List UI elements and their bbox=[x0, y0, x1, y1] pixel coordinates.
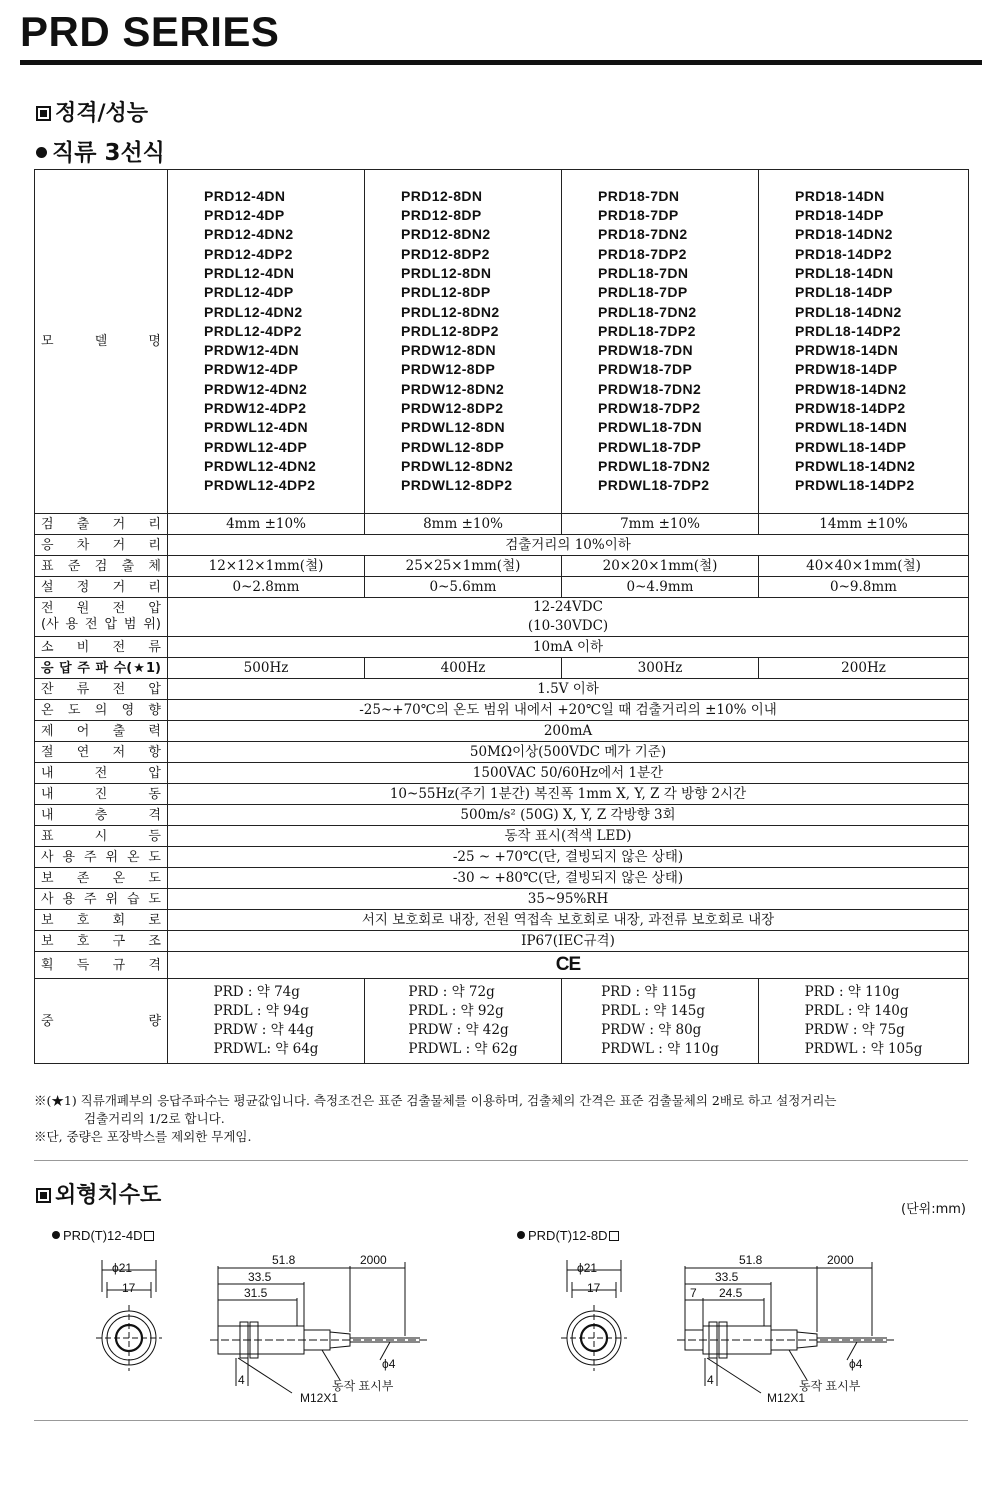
list-item: PRDL18-14DN2 bbox=[795, 303, 902, 320]
table-cell: 검출거리의 10%이하 bbox=[168, 535, 969, 556]
dim-label: ϕ21 bbox=[112, 1261, 133, 1275]
square-bullet-icon bbox=[36, 106, 51, 121]
model-cell bbox=[759, 170, 969, 514]
dim-label: 17 bbox=[122, 1281, 136, 1295]
row-label: 검 출 거 리 bbox=[35, 514, 168, 535]
table-cell: 1.5V 이하 bbox=[168, 679, 969, 700]
list-item: PRDWL12-4DN2 bbox=[204, 457, 317, 474]
list-item: PRDWL: 약 64g bbox=[213, 1041, 319, 1057]
list-item: PRDWL12-8DP2 bbox=[401, 477, 513, 494]
row-label: 온 도 의 영 향 bbox=[35, 700, 168, 721]
table-row bbox=[35, 784, 969, 805]
list-item: PRDWL18-14DN bbox=[795, 419, 908, 436]
footnote: 검출거리의 1/2로 합니다. bbox=[84, 1111, 225, 1126]
list-item: PRDWL18-14DP2 bbox=[795, 477, 915, 494]
list-item: PRDW12-4DP2 bbox=[204, 400, 307, 417]
row-label: 중 량 bbox=[35, 979, 168, 1064]
spec-table bbox=[34, 169, 969, 1064]
table-row bbox=[35, 826, 969, 847]
row-label: 내 진 동 bbox=[35, 784, 168, 805]
table-row bbox=[35, 952, 969, 979]
table-cell: 10~55Hz(주기 1분간) 복진폭 1mm X, Y, Z 각 방향 2시간 bbox=[168, 784, 969, 805]
list-item: PRDL18-14DN bbox=[795, 264, 894, 281]
dim-label: 17 bbox=[587, 1281, 601, 1295]
table-row bbox=[35, 637, 969, 658]
dim-label: 4 bbox=[707, 1373, 714, 1387]
dim-label: 51.8 bbox=[272, 1253, 296, 1267]
table-row bbox=[35, 979, 969, 1064]
table-cell: 200mA bbox=[168, 721, 969, 742]
list-item: PRDL18-14DP2 bbox=[795, 322, 901, 339]
row-label: 모 델 명 bbox=[35, 170, 168, 514]
table-cell: 35~95%RH bbox=[168, 889, 969, 910]
table-row bbox=[35, 868, 969, 889]
row-label: 내 충 격 bbox=[35, 805, 168, 826]
divider bbox=[34, 1420, 968, 1421]
table-cell: 1500VAC 50/60Hz에서 1분간 bbox=[168, 763, 969, 784]
table-cell: 500Hz bbox=[168, 658, 365, 679]
list-item: PRDWL12-4DP bbox=[204, 438, 308, 455]
list-item: PRDW18-7DP bbox=[598, 361, 693, 378]
table-row bbox=[35, 763, 969, 784]
row-label: 보 호 구 조 bbox=[35, 931, 168, 952]
list-item: PRDL12-8DP2 bbox=[401, 322, 499, 339]
table-row bbox=[35, 931, 969, 952]
dim-label: 동작 표시부 bbox=[332, 1379, 394, 1393]
dim-label: ϕ4 bbox=[849, 1357, 863, 1371]
list-item: PRDW : 약 80g bbox=[601, 1022, 702, 1038]
list-item: PRDWL : 약 62g bbox=[408, 1041, 518, 1057]
list-item: PRD : 약 74g bbox=[213, 984, 300, 1000]
dim-label: 33.5 bbox=[715, 1270, 739, 1284]
dim-label: 2000 bbox=[827, 1253, 854, 1267]
weight-cell bbox=[168, 979, 365, 1064]
row-label: 응 차 거 리 bbox=[35, 535, 168, 556]
table-cell: 10mA 이하 bbox=[168, 637, 969, 658]
table-cell: 0~4.9mm bbox=[562, 577, 759, 598]
list-item: PRDL18-7DN bbox=[598, 264, 689, 281]
table-cell: 25×25×1mm(철) bbox=[365, 556, 562, 577]
table-cell: 20×20×1mm(철) bbox=[562, 556, 759, 577]
row-label: 소 비 전 류 bbox=[35, 637, 168, 658]
model-cell bbox=[562, 170, 759, 514]
table-cell: 40×40×1mm(철) bbox=[759, 556, 969, 577]
list-item: PRDL18-14DP bbox=[795, 284, 893, 301]
list-item: PRD18-14DN2 bbox=[795, 226, 893, 243]
list-item: PRDW12-4DN2 bbox=[204, 380, 308, 397]
list-item: PRDW12-8DN2 bbox=[401, 380, 505, 397]
row-label: 제 어 출 력 bbox=[35, 721, 168, 742]
list-item: PRDWL12-4DN bbox=[204, 419, 308, 436]
model-cell bbox=[365, 170, 562, 514]
dim-label: ϕ21 bbox=[577, 1261, 598, 1275]
table-cell bbox=[168, 952, 969, 979]
list-item: PRDW18-7DN2 bbox=[598, 380, 702, 397]
dim-label: M12X1 bbox=[767, 1391, 806, 1405]
table-row bbox=[35, 170, 969, 514]
list-item: PRDW12-8DP bbox=[401, 361, 496, 378]
dim-label: M12X1 bbox=[300, 1391, 339, 1405]
list-item: PRDWL18-7DN bbox=[598, 419, 702, 436]
table-cell: 서지 보호회로 내장, 전원 역접속 보호회로 내장, 과전류 보호회로 내장 bbox=[168, 910, 969, 931]
list-item: PRDWL12-4DP2 bbox=[204, 477, 316, 494]
page-title: PRD SERIES bbox=[20, 8, 280, 55]
square-bullet-icon bbox=[36, 1188, 51, 1203]
row-label: 표 준 검 출 체 bbox=[35, 556, 168, 577]
section-heading-dc: 직류 3선식 bbox=[36, 134, 165, 167]
row-label: 응 답 주 파 수(★1) bbox=[35, 658, 168, 679]
list-item: PRD12-8DN bbox=[401, 187, 483, 204]
list-item: PRDL : 약 94g bbox=[213, 1003, 309, 1019]
list-item: PRDL : 약 140g bbox=[804, 1003, 909, 1019]
section-heading-dims: 외형치수도 bbox=[36, 1178, 161, 1209]
list-item: PRDL : 약 92g bbox=[408, 1003, 504, 1019]
table-cell: IP67(IEC규격) bbox=[168, 931, 969, 952]
list-item: PRDL12-4DP bbox=[204, 284, 294, 301]
figure-title-left: PRD(T)12-4D bbox=[52, 1228, 154, 1243]
row-label: 절 연 저 항 bbox=[35, 742, 168, 763]
table-cell: 0~2.8mm bbox=[168, 577, 365, 598]
table-row bbox=[35, 514, 969, 535]
table-cell: -25~+70℃의 온도 범위 내에서 +20℃일 때 검출거리의 ±10% 이내 bbox=[168, 700, 969, 721]
list-item: PRDWL12-8DP bbox=[401, 438, 505, 455]
table-row bbox=[35, 658, 969, 679]
row-label: 잔 류 전 압 bbox=[35, 679, 168, 700]
square-placeholder-icon bbox=[609, 1231, 619, 1241]
list-item: PRDWL18-14DP bbox=[795, 438, 907, 455]
list-item: PRDW18-7DN bbox=[598, 342, 694, 359]
row-label: 보 존 온 도 bbox=[35, 868, 168, 889]
section-heading-spec: 정격/성능 bbox=[36, 96, 148, 127]
dim-label: 24.5 bbox=[719, 1286, 743, 1300]
list-item: PRDWL18-7DN2 bbox=[598, 457, 711, 474]
list-item: PRD : 약 115g bbox=[601, 984, 697, 1000]
row-label: 설 정 거 리 bbox=[35, 577, 168, 598]
list-item: PRDW : 약 75g bbox=[804, 1022, 905, 1038]
row-label: 내 전 압 bbox=[35, 763, 168, 784]
table-cell: 4mm ±10% bbox=[168, 514, 365, 535]
list-item: PRDW12-8DN bbox=[401, 342, 497, 359]
table-row bbox=[35, 889, 969, 910]
weight-cell bbox=[562, 979, 759, 1064]
row-label: 획 득 규 격 bbox=[35, 952, 168, 979]
ce-mark-icon: CE bbox=[555, 953, 581, 975]
row-label: 보 호 회 로 bbox=[35, 910, 168, 931]
row-label: 표 시 등 bbox=[35, 826, 168, 847]
dot-bullet-icon bbox=[52, 1231, 60, 1239]
table-row bbox=[35, 847, 969, 868]
list-item: PRD18-14DN bbox=[795, 187, 885, 204]
table-row bbox=[35, 577, 969, 598]
list-item: PRDW12-4DN bbox=[204, 342, 300, 359]
list-item: PRDL12-8DN2 bbox=[401, 303, 500, 320]
weight-cell bbox=[759, 979, 969, 1064]
list-item: PRDW18-7DP2 bbox=[598, 400, 701, 417]
list-item: PRD12-8DN2 bbox=[401, 226, 491, 243]
list-item: PRD18-7DN bbox=[598, 187, 680, 204]
list-item: PRDWL18-7DP bbox=[598, 438, 702, 455]
title-rule bbox=[20, 60, 982, 65]
list-item: PRD12-4DN2 bbox=[204, 226, 294, 243]
list-item: PRDWL : 약 105g bbox=[804, 1041, 923, 1057]
table-row bbox=[35, 598, 969, 637]
list-item: PRDL12-4DN2 bbox=[204, 303, 303, 320]
figure-title-right: PRD(T)12-8D bbox=[517, 1228, 619, 1243]
table-row bbox=[35, 742, 969, 763]
table-row bbox=[35, 805, 969, 826]
list-item: PRDW18-14DN2 bbox=[795, 380, 907, 397]
list-item: PRDW12-8DP2 bbox=[401, 400, 504, 417]
list-item: PRD : 약 72g bbox=[408, 984, 495, 1000]
list-item: PRDWL12-8DN2 bbox=[401, 457, 514, 474]
list-item: PRD18-7DN2 bbox=[598, 226, 688, 243]
list-item: PRDL18-7DN2 bbox=[598, 303, 697, 320]
dim-label: 7 bbox=[690, 1286, 697, 1300]
list-item: PRDWL12-8DN bbox=[401, 419, 505, 436]
table-cell: -30 ~ +80℃(단, 결빙되지 않은 상태) bbox=[168, 868, 969, 889]
dimension-drawing-right bbox=[527, 1248, 927, 1413]
list-item: PRDW18-14DN bbox=[795, 342, 899, 359]
dot-bullet-icon bbox=[36, 147, 47, 158]
table-cell: 200Hz bbox=[759, 658, 969, 679]
list-item: PRDWL18-7DP2 bbox=[598, 477, 710, 494]
list-item: PRD18-7DP bbox=[598, 207, 679, 224]
list-item: PRDL12-4DP2 bbox=[204, 322, 302, 339]
list-item: PRDW : 약 44g bbox=[213, 1022, 314, 1038]
dim-label: 4 bbox=[238, 1373, 245, 1387]
footnotes bbox=[34, 1092, 974, 1146]
unit-label: (단위:mm) bbox=[901, 1202, 966, 1217]
dim-label: 동작 표시부 bbox=[799, 1379, 861, 1393]
table-cell: 8mm ±10% bbox=[365, 514, 562, 535]
table-cell: 400Hz bbox=[365, 658, 562, 679]
list-item: PRDL12-4DN bbox=[204, 264, 295, 281]
dim-label: 51.8 bbox=[739, 1253, 763, 1267]
table-row bbox=[35, 535, 969, 556]
table-cell: 12×12×1mm(철) bbox=[168, 556, 365, 577]
table-cell: -25 ~ +70℃(단, 결빙되지 않은 상태) bbox=[168, 847, 969, 868]
divider bbox=[34, 1160, 968, 1161]
dim-label: 31.5 bbox=[244, 1286, 268, 1300]
dim-label: ϕ4 bbox=[382, 1357, 396, 1371]
list-item: PRDWL : 약 110g bbox=[601, 1041, 719, 1057]
table-row bbox=[35, 700, 969, 721]
list-item: PRDW18-14DP2 bbox=[795, 400, 906, 417]
list-item: PRD12-4DN bbox=[204, 187, 286, 204]
table-cell: 동작 표시(적색 LED) bbox=[168, 826, 969, 847]
list-item: PRD12-4DP2 bbox=[204, 245, 293, 262]
table-cell: 7mm ±10% bbox=[562, 514, 759, 535]
row-label: 사 용 주 위 습 도 bbox=[35, 889, 168, 910]
footnote: ※(★1) 직류개폐부의 응답주파수는 평균값입니다. 측정조건은 표준 검출물체를 이용하며, 검출체의 간격은 표준 검출물체의 2배로 하고 설정거리는 bbox=[34, 1093, 837, 1108]
list-item: PRD18-7DP2 bbox=[598, 245, 687, 262]
dimension-drawing-left bbox=[60, 1248, 460, 1413]
table-cell: 14mm ±10% bbox=[759, 514, 969, 535]
table-cell: 12-24VDC (10-30VDC) bbox=[168, 598, 969, 637]
table-row bbox=[35, 556, 969, 577]
list-item: PRDW12-4DP bbox=[204, 361, 299, 378]
row-label: 사 용 주 위 온 도 bbox=[35, 847, 168, 868]
list-item: PRDL18-7DP2 bbox=[598, 322, 696, 339]
table-row bbox=[35, 679, 969, 700]
dim-label: 2000 bbox=[360, 1253, 387, 1267]
table-row bbox=[35, 721, 969, 742]
table-cell: 500m/s² (50G) X, Y, Z 각방향 3회 bbox=[168, 805, 969, 826]
table-cell: 0~5.6mm bbox=[365, 577, 562, 598]
list-item: PRDL : 약 145g bbox=[601, 1003, 706, 1019]
list-item: PRDW : 약 42g bbox=[408, 1022, 509, 1038]
row-label: 전 원 전 압 (사 용 전 압 범 위) bbox=[35, 598, 168, 637]
square-placeholder-icon bbox=[144, 1231, 154, 1241]
dim-label: 33.5 bbox=[248, 1270, 272, 1284]
list-item: PRDWL18-14DN2 bbox=[795, 457, 916, 474]
footnote: ※단, 중량은 포장박스를 제외한 무게임. bbox=[34, 1129, 252, 1144]
list-item: PRDL12-8DP bbox=[401, 284, 491, 301]
list-item: PRD12-4DP bbox=[204, 207, 285, 224]
list-item: PRD : 약 110g bbox=[804, 984, 900, 1000]
table-row bbox=[35, 910, 969, 931]
list-item: PRDL12-8DN bbox=[401, 264, 492, 281]
list-item: PRD12-8DP2 bbox=[401, 245, 490, 262]
weight-cell bbox=[365, 979, 562, 1064]
table-cell: 0~9.8mm bbox=[759, 577, 969, 598]
model-cell bbox=[168, 170, 365, 514]
list-item: PRD18-14DP bbox=[795, 207, 884, 224]
table-cell: 50MΩ이상(500VDC 메가 기준) bbox=[168, 742, 969, 763]
list-item: PRDL18-7DP bbox=[598, 284, 688, 301]
dot-bullet-icon bbox=[517, 1231, 525, 1239]
list-item: PRDW18-14DP bbox=[795, 361, 898, 378]
list-item: PRD18-14DP2 bbox=[795, 245, 892, 262]
table-cell: 300Hz bbox=[562, 658, 759, 679]
list-item: PRD12-8DP bbox=[401, 207, 482, 224]
